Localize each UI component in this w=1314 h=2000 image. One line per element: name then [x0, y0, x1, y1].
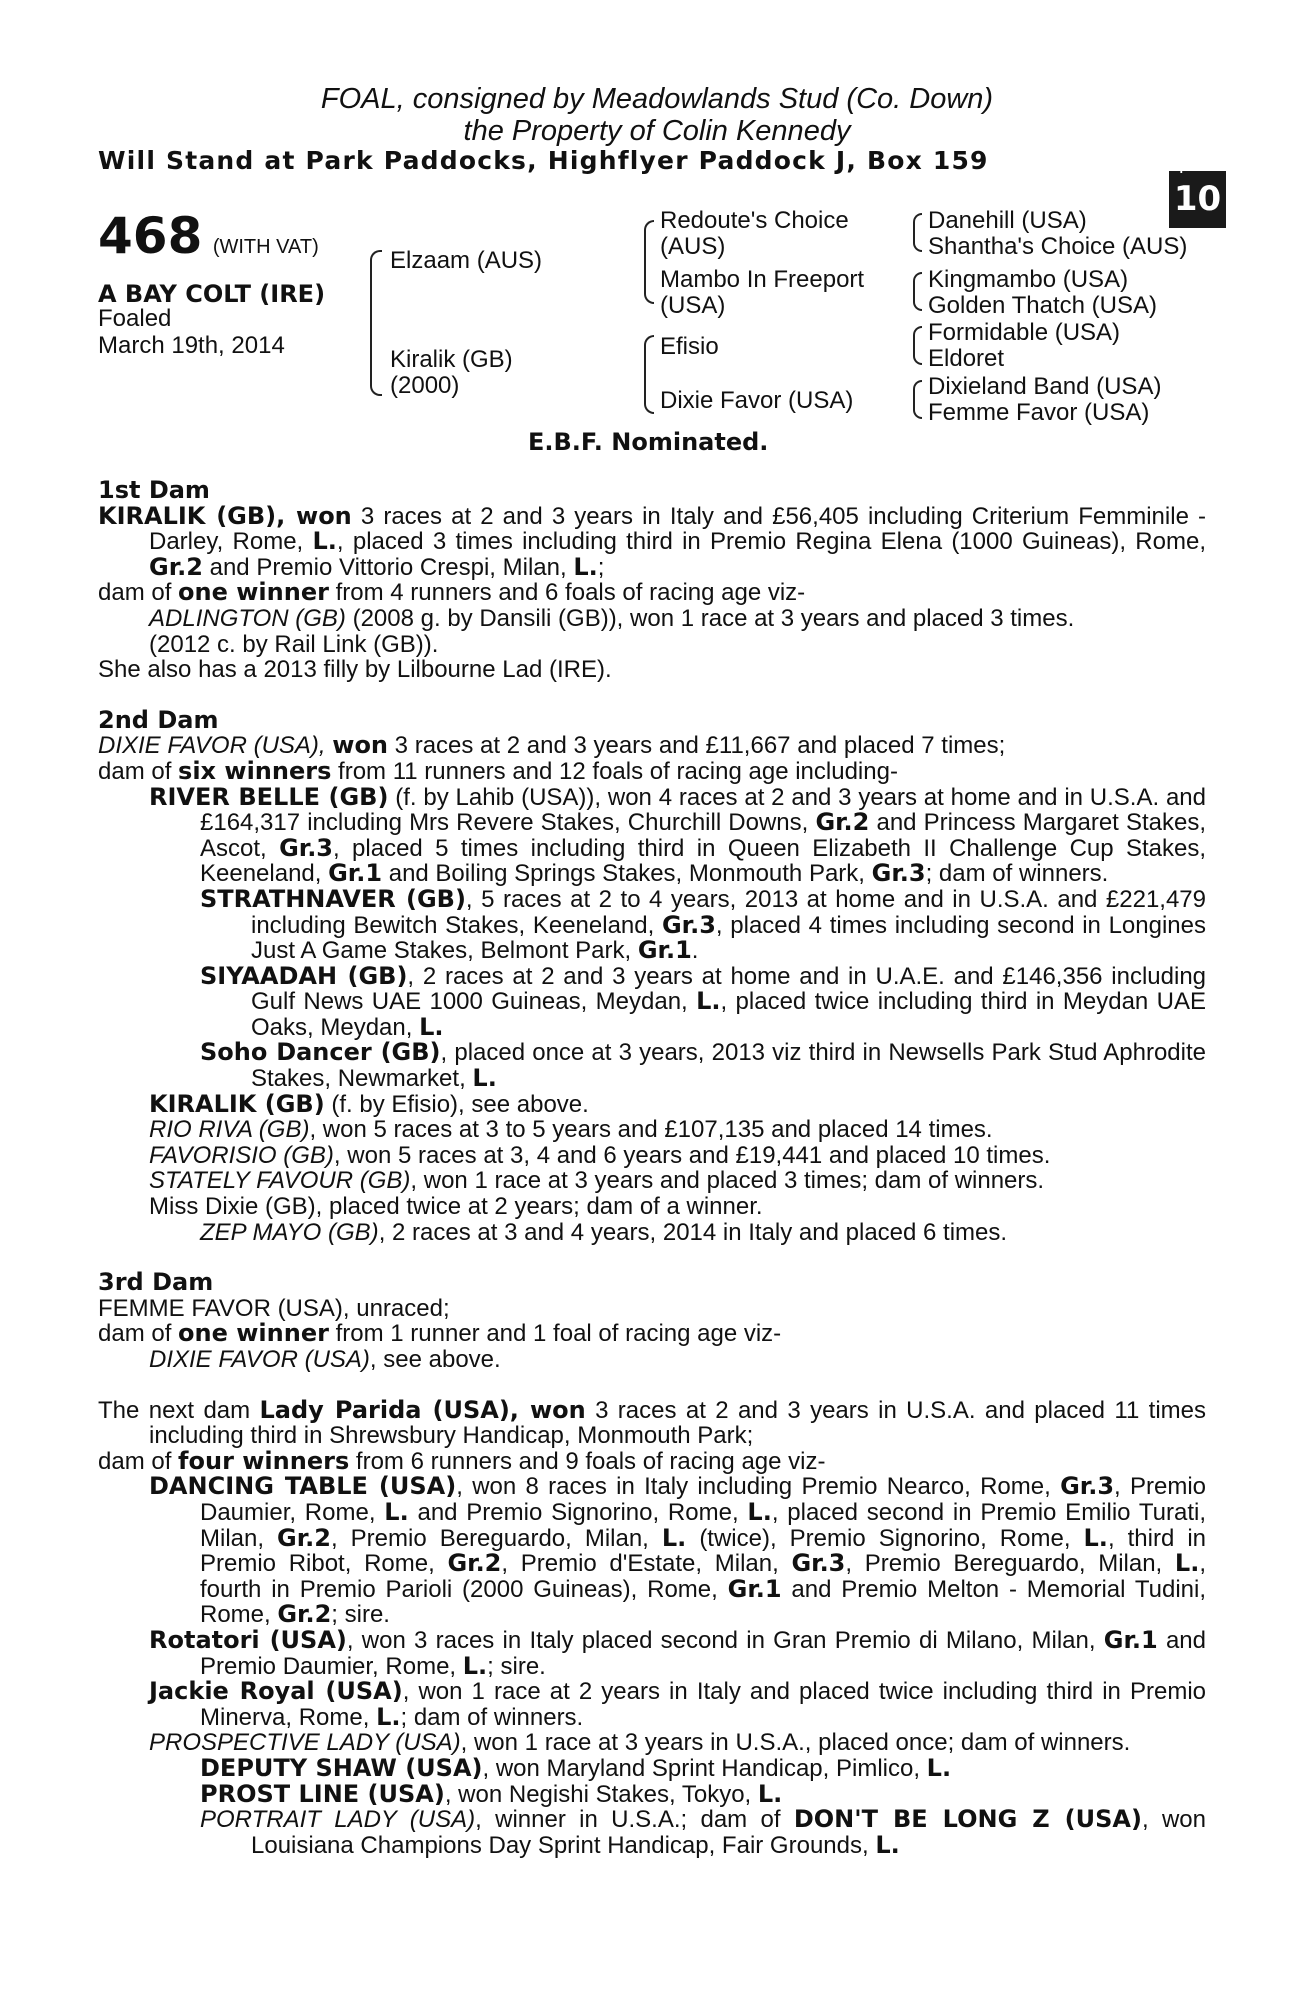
text: and Premio Signorino, Rome,: [408, 1498, 748, 1526]
text: , winner in U.S.A.; dam of: [475, 1806, 794, 1834]
produce-stately-favour: [98, 1168, 1206, 1194]
gs-sire-dam-1: Mambo In Freeport: [660, 266, 865, 293]
text: (twice), Premio Signorino, Rome,: [686, 1524, 1084, 1552]
next-dam-produce-summary: [98, 1446, 1206, 1475]
brace-dam-top: [644, 335, 654, 377]
listed-mark: L.: [875, 1830, 900, 1859]
rotatori-name: Rotatori (USA): [149, 1625, 347, 1654]
pedigree-sire: Elzaam (AUS): [390, 247, 543, 274]
gs-dam-dam: Dixie Favor (USA): [660, 387, 854, 414]
text: , 5 races at 2 to 4 years, 2013 at home and in U.S.A. and £221,479 including Bewitch Stakes, Keeneland,: [251, 885, 1206, 939]
produce-strathnaver: [98, 884, 1206, 965]
text: , see above.: [369, 1346, 501, 1373]
dixie-name: DIXIE FAVOR (USA),: [98, 732, 333, 760]
second-dam-heading: 2nd Dam: [98, 705, 219, 734]
badge-plus: +: [1175, 159, 1188, 177]
kiralik-text-3: and Premio Vittorio Crespi, Milan,: [202, 553, 574, 581]
stand-location: Will Stand at Park Paddocks, Highflyer Paddock J, Box 159: [98, 146, 989, 175]
first-dam-heading: 1st Dam: [98, 476, 210, 504]
foaled-label: Foaled: [98, 305, 172, 332]
text: , fourth in Premio Parioli (2000 Guineas), Rome,: [200, 1550, 1207, 1603]
produce-adlington: [98, 606, 1206, 632]
text: ; dam of winners.: [400, 1703, 584, 1731]
ggs-5: Formidable (USA): [928, 319, 1121, 346]
siyaadah-name: SIYAADAH (GB): [200, 961, 408, 990]
group-mark: Gr.3: [791, 1549, 846, 1578]
produce-dixie-favor: [98, 1347, 1206, 1373]
river-belle-name: RIVER BELLE (GB): [149, 782, 389, 811]
group-mark: Gr.3: [661, 910, 716, 939]
group-mark: Gr.1: [637, 936, 692, 965]
ggs-1: Danehill (USA): [928, 207, 1087, 234]
text: , Premio Bereguardo, Milan,: [845, 1550, 1175, 1578]
text: and Premio Daumier, Rome,: [200, 1626, 1206, 1680]
text: dam of: [98, 579, 179, 607]
second-dam-dixie: [98, 733, 1206, 759]
second-dam-produce-summary: [98, 756, 1206, 785]
text: ; sire.: [331, 1601, 390, 1629]
listed-mark: L.: [472, 1064, 497, 1093]
text: from 4 runners and 6 foals of racing age viz-: [328, 579, 806, 607]
produce-rotatori: [98, 1625, 1206, 1680]
group-mark: Gr.1: [727, 1574, 782, 1603]
listed-mark: L.: [696, 987, 721, 1016]
lady-parida-name: Lady Parida (USA), won: [259, 1395, 586, 1424]
group-mark: Gr.2: [277, 1600, 332, 1629]
text: from 6 runners and 9 foals of racing age viz-: [349, 1447, 826, 1475]
won: won: [332, 731, 389, 760]
deputy-shaw-name: DEPUTY SHAW (USA): [200, 1753, 483, 1782]
rio-riva-name: RIO RIVA (GB): [149, 1116, 310, 1144]
kiralik-text-1: 3 races at 2 and 3 years in Italy and £56,405 including Criterium Femminile - Darley, Rome,: [149, 502, 1207, 556]
gs-sire-sire-2: (AUS): [660, 233, 726, 260]
group-mark: Gr.3: [871, 859, 926, 888]
text: , third in Premio Ribot, Rome,: [200, 1524, 1207, 1578]
listed-mark: L.: [376, 1702, 401, 1731]
text: , won 3 races in Italy placed second in Gran Premio di Milano, Milan,: [346, 1626, 1104, 1654]
kiralik-text-2: , placed 3 times including third in Premio Regina Elena (1000 Guineas), Rome,: [336, 528, 1206, 556]
text: dam of: [98, 757, 179, 785]
brace-gg78-top: [913, 380, 922, 400]
brace-gg56-top: [913, 326, 922, 346]
stately-favour-name: STATELY FAVOUR (GB): [149, 1167, 411, 1195]
brace-gg12-bottom: [913, 232, 922, 252]
listed-mark: L.: [661, 1523, 687, 1552]
gs-dam-sire: Efisio: [660, 333, 719, 360]
produce-prospective-lady: [98, 1730, 1206, 1756]
ggs-7: Dixieland Band (USA): [928, 373, 1162, 400]
gs-sire-sire-1: Redoute's Choice: [660, 207, 849, 234]
group-mark: Gr.3: [279, 833, 334, 862]
group-mark: Gr.3: [1060, 1472, 1115, 1501]
lot-number-block: [98, 207, 319, 265]
text: from 11 runners and 12 foals of racing age including-: [331, 757, 898, 785]
text: and Premio Melton - Memorial Tudini, Rome,: [200, 1575, 1206, 1629]
text: , won Maryland Sprint Handicap, Pimlico,: [482, 1754, 927, 1782]
kiralik-name: KIRALIK (GB), won: [98, 501, 352, 530]
brace-sire-top: [644, 220, 654, 265]
text: , won 1 race at 2 years in Italy and placed twice including third in Premio Minerva, Rome,: [200, 1678, 1206, 1731]
group-mark: Gr.1: [328, 859, 383, 888]
group-mark: Gr.2: [277, 1523, 331, 1552]
listed-mark: L.: [312, 527, 337, 556]
text: , placed second in Premio Emilio Turati, Milan,: [200, 1498, 1206, 1552]
text: ; dam of winners.: [925, 860, 1109, 888]
favorisio-name: FAVORISIO (GB): [149, 1141, 334, 1169]
text: , won 1 race at 3 years in U.S.A., placed once; dam of winners.: [460, 1729, 1131, 1757]
brace-gg56-bottom: [913, 345, 922, 365]
text: and Princess Margaret Stakes, Ascot,: [200, 809, 1206, 862]
produce-deputy-shaw: [98, 1753, 1206, 1782]
text: , won Louisiana Champions Day Sprint Handicap, Fair Grounds,: [251, 1806, 1206, 1859]
pedigree-dam-year: (2000): [390, 372, 460, 399]
badge-number: 10: [1173, 179, 1222, 219]
brace-sire-dam-top: [370, 250, 382, 332]
text: and Boiling Springs Stakes, Monmouth Park,: [382, 860, 872, 888]
brace-dam-bottom: [644, 376, 654, 414]
badge-10: [1169, 159, 1226, 228]
ggs-6: Eldoret: [928, 345, 1005, 372]
text: , placed 5 times including third in Queen Elizabeth II Challenge Cup Stakes, Keeneland,: [200, 834, 1207, 888]
text: , placed twice including third in Meydan UAE Oaks, Meydan,: [251, 988, 1206, 1041]
pedigree-dam: Kiralik (GB): [390, 346, 513, 373]
catalogue-body: [98, 478, 1206, 1858]
listed-mark: L.: [419, 1012, 444, 1041]
property-line: the Property of Colin Kennedy: [463, 115, 851, 147]
text: 3 races at 2 and 3 years in U.S.A. and placed 11 times including third in Shrewsbury Handicap, Monmouth Park;: [149, 1396, 1206, 1450]
winners-count: four winners: [178, 1446, 350, 1475]
text: (f. by Lahib (USA)), won 4 races at 2 and 3 years at home and in U.S.A. and £164,317 including Mrs Revere Stakes, Churchill Downs,: [200, 783, 1206, 837]
text: , Premio d'Estate, Milan,: [501, 1550, 792, 1578]
text: , 2 races at 2 and 3 years at home and in U.A.E. and £146,356 including Gulf News UAE 1000 Guineas, Meydan,: [251, 962, 1207, 1016]
vat-label: (WITH VAT): [212, 236, 319, 258]
produce-siyaadah: [98, 961, 1207, 1041]
text: , placed 4 times including second in Longines Just A Game Stakes, Belmont Park,: [251, 911, 1206, 965]
produce-soho-dancer: [98, 1040, 1206, 1091]
brace-sire-dam-bottom: [370, 332, 382, 396]
produce-2012: (2012 c. by Rail Link (GB)).: [149, 630, 439, 658]
ggs-2: Shantha's Choice (AUS): [928, 233, 1188, 260]
strathnaver-name: STRATHNAVER (GB): [200, 884, 466, 913]
group-mark: Gr.2: [815, 808, 870, 837]
ggs-8: Femme Favor (USA): [928, 399, 1150, 426]
text: (f. by Efisio), see above.: [324, 1090, 589, 1118]
brace-gg34-top: [913, 272, 922, 292]
kiralik-name: KIRALIK (GB): [149, 1089, 325, 1118]
produce-miss-dixie: Miss Dixie (GB), placed twice at 2 years; dam of a winner.: [149, 1193, 763, 1221]
produce-rio-riva: [98, 1117, 1206, 1143]
text: dam of: [98, 1447, 179, 1475]
zep-mayo-name: ZEP MAYO (GB): [200, 1218, 379, 1246]
produce-river-belle: [98, 782, 1207, 888]
group-mark: Gr.1: [1103, 1625, 1158, 1654]
produce-kiralik: [98, 1089, 1206, 1118]
group-mark: Gr.2: [149, 552, 203, 581]
brace-sire-bottom: [644, 264, 654, 304]
portrait-lady-name: PORTRAIT LADY (USA): [200, 1806, 476, 1834]
produce-2013: She also has a 2013 filly by Lilbourne Lad (IRE).: [98, 656, 612, 684]
first-dam-kiralik: [98, 501, 1207, 581]
produce-dancing-table: [98, 1474, 1206, 1628]
adlington-name: ADLINGTON (GB): [149, 604, 346, 632]
text: , won 5 races at 3, 4 and 6 years and £19,441 and placed 10 times.: [333, 1141, 1051, 1169]
brace-gg78-bottom: [913, 399, 922, 419]
next-dam-lady-parida: [98, 1395, 1206, 1450]
listed-mark: L.: [384, 1497, 409, 1526]
prost-line-name: PROST LINE (USA): [200, 1779, 445, 1808]
ebf-nominated: E.B.F. Nominated.: [528, 428, 769, 456]
punct: ;: [597, 553, 605, 581]
first-dam-produce-summary: [98, 580, 1206, 606]
prospective-lady-name: PROSPECTIVE LADY (USA): [149, 1729, 461, 1757]
adlington-text: (2008 g. by Dansili (GB)), won 1 race at 3 years and placed 3 times.: [345, 604, 1075, 632]
winners-count: one winner: [178, 578, 329, 607]
produce-jackie-royal: [98, 1679, 1206, 1730]
listed-mark: L.: [747, 1497, 772, 1526]
text: The next dam: [98, 1396, 260, 1424]
produce-prost-line: [98, 1779, 1206, 1808]
text: , won 1 race at 3 years and placed 3 times; dam of winners.: [410, 1167, 1045, 1195]
third-dam-femme: FEMME FAVOR (USA), unraced;: [98, 1294, 450, 1322]
dont-be-long-name: DON'T BE LONG Z (USA): [793, 1805, 1142, 1834]
produce-portrait-lady: [98, 1807, 1206, 1858]
text: dam of: [98, 1320, 179, 1348]
group-mark: Gr.2: [447, 1549, 502, 1578]
text: from 1 runner and 1 foal of racing age viz-: [328, 1320, 782, 1348]
text: , placed once at 3 years, 2013 viz third in Newsells Park Stud Aphrodite Stakes, Newmarket,: [251, 1039, 1206, 1093]
text: , 2 races at 3 and 4 years, 2014 in Italy and placed 6 times.: [378, 1218, 1008, 1246]
gs-sire-dam-2: (USA): [660, 292, 726, 319]
ggs-4: Golden Thatch (USA): [928, 292, 1157, 319]
dancing-table-name: DANCING TABLE (USA): [149, 1472, 457, 1501]
third-dam-produce-summary: [98, 1321, 1206, 1347]
third-dam-heading: 3rd Dam: [98, 1268, 214, 1297]
winners-count: one winner: [178, 1319, 329, 1348]
ggs-3: Kingmambo (USA): [928, 266, 1129, 293]
text: ; sire.: [487, 1652, 546, 1680]
listed-mark: L.: [462, 1651, 488, 1680]
text: .: [691, 937, 699, 965]
jackie-royal-name: Jackie Royal (USA): [149, 1677, 403, 1706]
dixie-text: 3 races at 2 and 3 years and £11,667 and placed 7 times;: [388, 732, 1006, 760]
winners-count: six winners: [178, 756, 332, 785]
text: , won 5 races at 3 to 5 years and £107,135 and placed 14 times.: [309, 1116, 993, 1144]
consignor-line: FOAL, consigned by Meadowlands Stud (Co. Down): [320, 83, 994, 115]
produce-zep-mayo: [98, 1220, 1206, 1246]
listed-mark: L.: [757, 1779, 783, 1808]
dixie-favor-name: DIXIE FAVOR (USA): [149, 1346, 370, 1373]
produce-favorisio: [98, 1143, 1206, 1169]
lot-title: A BAY COLT (IRE): [98, 280, 326, 308]
lot-number: 468: [98, 207, 203, 265]
text: , Premio Daumier, Rome,: [200, 1473, 1207, 1526]
listed-mark: L.: [1174, 1549, 1200, 1578]
listed-mark: L.: [1083, 1523, 1108, 1552]
listed-mark: L.: [573, 552, 598, 581]
text: , won 8 races in Italy including Premio Nearco, Rome,: [456, 1473, 1061, 1501]
brace-gg34-bottom: [913, 291, 922, 311]
soho-dancer-name: Soho Dancer (GB): [200, 1038, 441, 1067]
listed-mark: L.: [926, 1753, 952, 1782]
text: , won Negishi Stakes, Tokyo,: [444, 1780, 758, 1808]
brace-gg12-top: [913, 213, 922, 233]
text: , Premio Bereguardo, Milan,: [330, 1524, 662, 1552]
foaled-date: March 19th, 2014: [98, 332, 285, 359]
